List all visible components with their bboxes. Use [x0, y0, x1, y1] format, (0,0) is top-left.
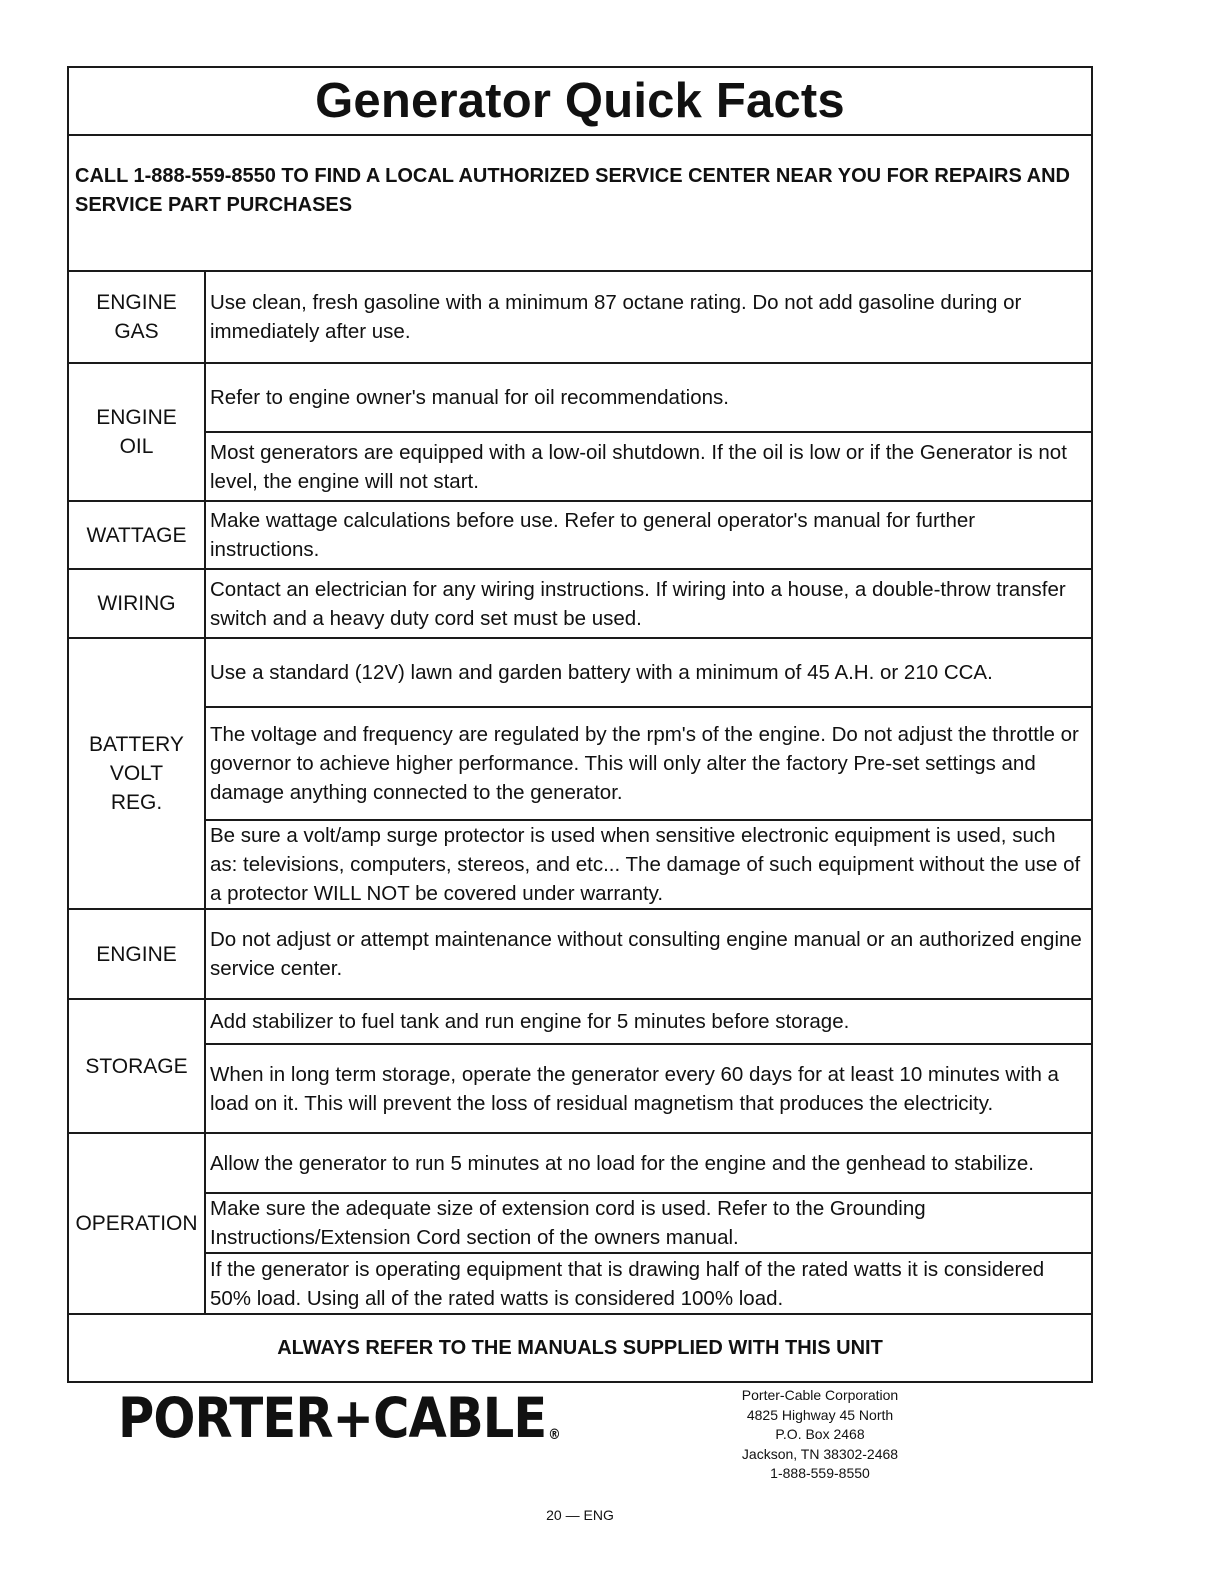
category-engine: ENGINE: [68, 909, 205, 999]
porter-cable-logo: [118, 1386, 560, 1450]
category-engine-gas: ENGINE GAS: [68, 271, 205, 363]
registered-mark: ®: [548, 1427, 560, 1443]
quick-facts-table: [67, 66, 1093, 1383]
address-line: 4825 Highway 45 North: [746, 1406, 894, 1423]
manuals-notice: ALWAYS REFER TO THE MANUALS SUPPLIED WITH THIS UNIT: [68, 1314, 1092, 1382]
detail-text: Contact an electrician for any wiring instructions. If wiring into a house, a double-throw transfer switch and a heavy duty cord set must be used.: [205, 569, 1092, 638]
table-row: [68, 909, 1092, 999]
category-storage: STORAGE: [68, 999, 205, 1133]
logo-text: PORTER+CABLE: [118, 1386, 547, 1450]
detail-text: Allow the generator to run 5 minutes at no load for the engine and the genhead to stabilize.: [205, 1133, 1092, 1193]
table-row: [68, 501, 1092, 569]
detail-text: Do not adjust or attempt maintenance without consulting engine manual or an authorized engine service center.: [205, 909, 1092, 999]
service-call-notice: CALL 1-888-559-8550 TO FIND A LOCAL AUTHORIZED SERVICE CENTER NEAR YOU FOR REPAIRS AND SERVICE PART PURCHASES: [68, 135, 1092, 271]
detail-text: Be sure a volt/amp surge protector is used when sensitive electronic equipment is used, such as: televisions, computers, stereos, and etc... The damage of such equipment without the use of a protector WILL NOT be covered under warranty.: [205, 820, 1092, 909]
address-line: 1-888-559-8550: [770, 1465, 870, 1482]
address-line: P.O. Box 2468: [775, 1426, 865, 1443]
detail-text: When in long term storage, operate the generator every 60 days for at least 10 minutes with a load on it. This will prevent the loss of residual magnetism that produces the electricity.: [205, 1044, 1092, 1133]
table-row: [68, 999, 1092, 1044]
footer-notice-row: [68, 1314, 1092, 1382]
address-line: Jackson, TN 38302-2468: [741, 1445, 899, 1462]
address-line: Porter-Cable Corporation: [741, 1387, 899, 1403]
table-row: [68, 363, 1092, 432]
detail-text: Add stabilizer to fuel tank and run engine for 5 minutes before storage.: [205, 999, 1092, 1044]
detail-text: Use clean, fresh gasoline with a minimum 87 octane rating. Do not add gasoline during or immediately after use.: [205, 271, 1092, 363]
table-row: [68, 1253, 1092, 1314]
detail-text: Most generators are equipped with a low-oil shutdown. If the oil is low or if the Generator is not level, the engine will not start.: [205, 432, 1092, 501]
category-engine-oil: ENGINE OIL: [68, 363, 205, 501]
page-number: 20 — ENG: [546, 1507, 614, 1523]
detail-text: If the generator is operating equipment that is drawing half of the rated watts it is considered 50% load. Using all of the rated watts is considered 100% load.: [205, 1253, 1092, 1314]
detail-text: Refer to engine owner's manual for oil recommendations.: [205, 363, 1092, 432]
category-battery-volt-reg: BATTERY VOLT REG.: [68, 638, 205, 909]
category-wiring: WIRING: [68, 569, 205, 638]
table-row: [68, 638, 1092, 707]
table-row: [68, 432, 1092, 501]
table-row: [68, 1193, 1092, 1253]
table-row: [68, 707, 1092, 820]
table-row: [68, 820, 1092, 909]
table-row: [68, 1044, 1092, 1133]
table-row: [68, 569, 1092, 638]
detail-text: Use a standard (12V) lawn and garden battery with a minimum of 45 A.H. or 210 CCA.: [205, 638, 1092, 707]
company-address: [700, 1386, 940, 1484]
category-operation: OPERATION: [68, 1133, 205, 1314]
category-wattage: WATTAGE: [68, 501, 205, 569]
table-row: [68, 1133, 1092, 1193]
page-title: Generator Quick Facts: [68, 67, 1092, 135]
detail-text: The voltage and frequency are regulated by the rpm's of the engine. Do not adjust the throttle or governor to achieve higher performance. This will only alter the factory Pre-set settings and damage anything connected to the generator.: [205, 707, 1092, 820]
detail-text: Make sure the adequate size of extension cord is used. Refer to the Grounding Instructions/Extension Cord section of the owners manual.: [205, 1193, 1092, 1253]
detail-text: Make wattage calculations before use. Refer to general operator's manual for further instructions.: [205, 501, 1092, 569]
title-row: [68, 67, 1092, 135]
table-row: [68, 271, 1092, 363]
call-notice-row: [68, 135, 1092, 271]
